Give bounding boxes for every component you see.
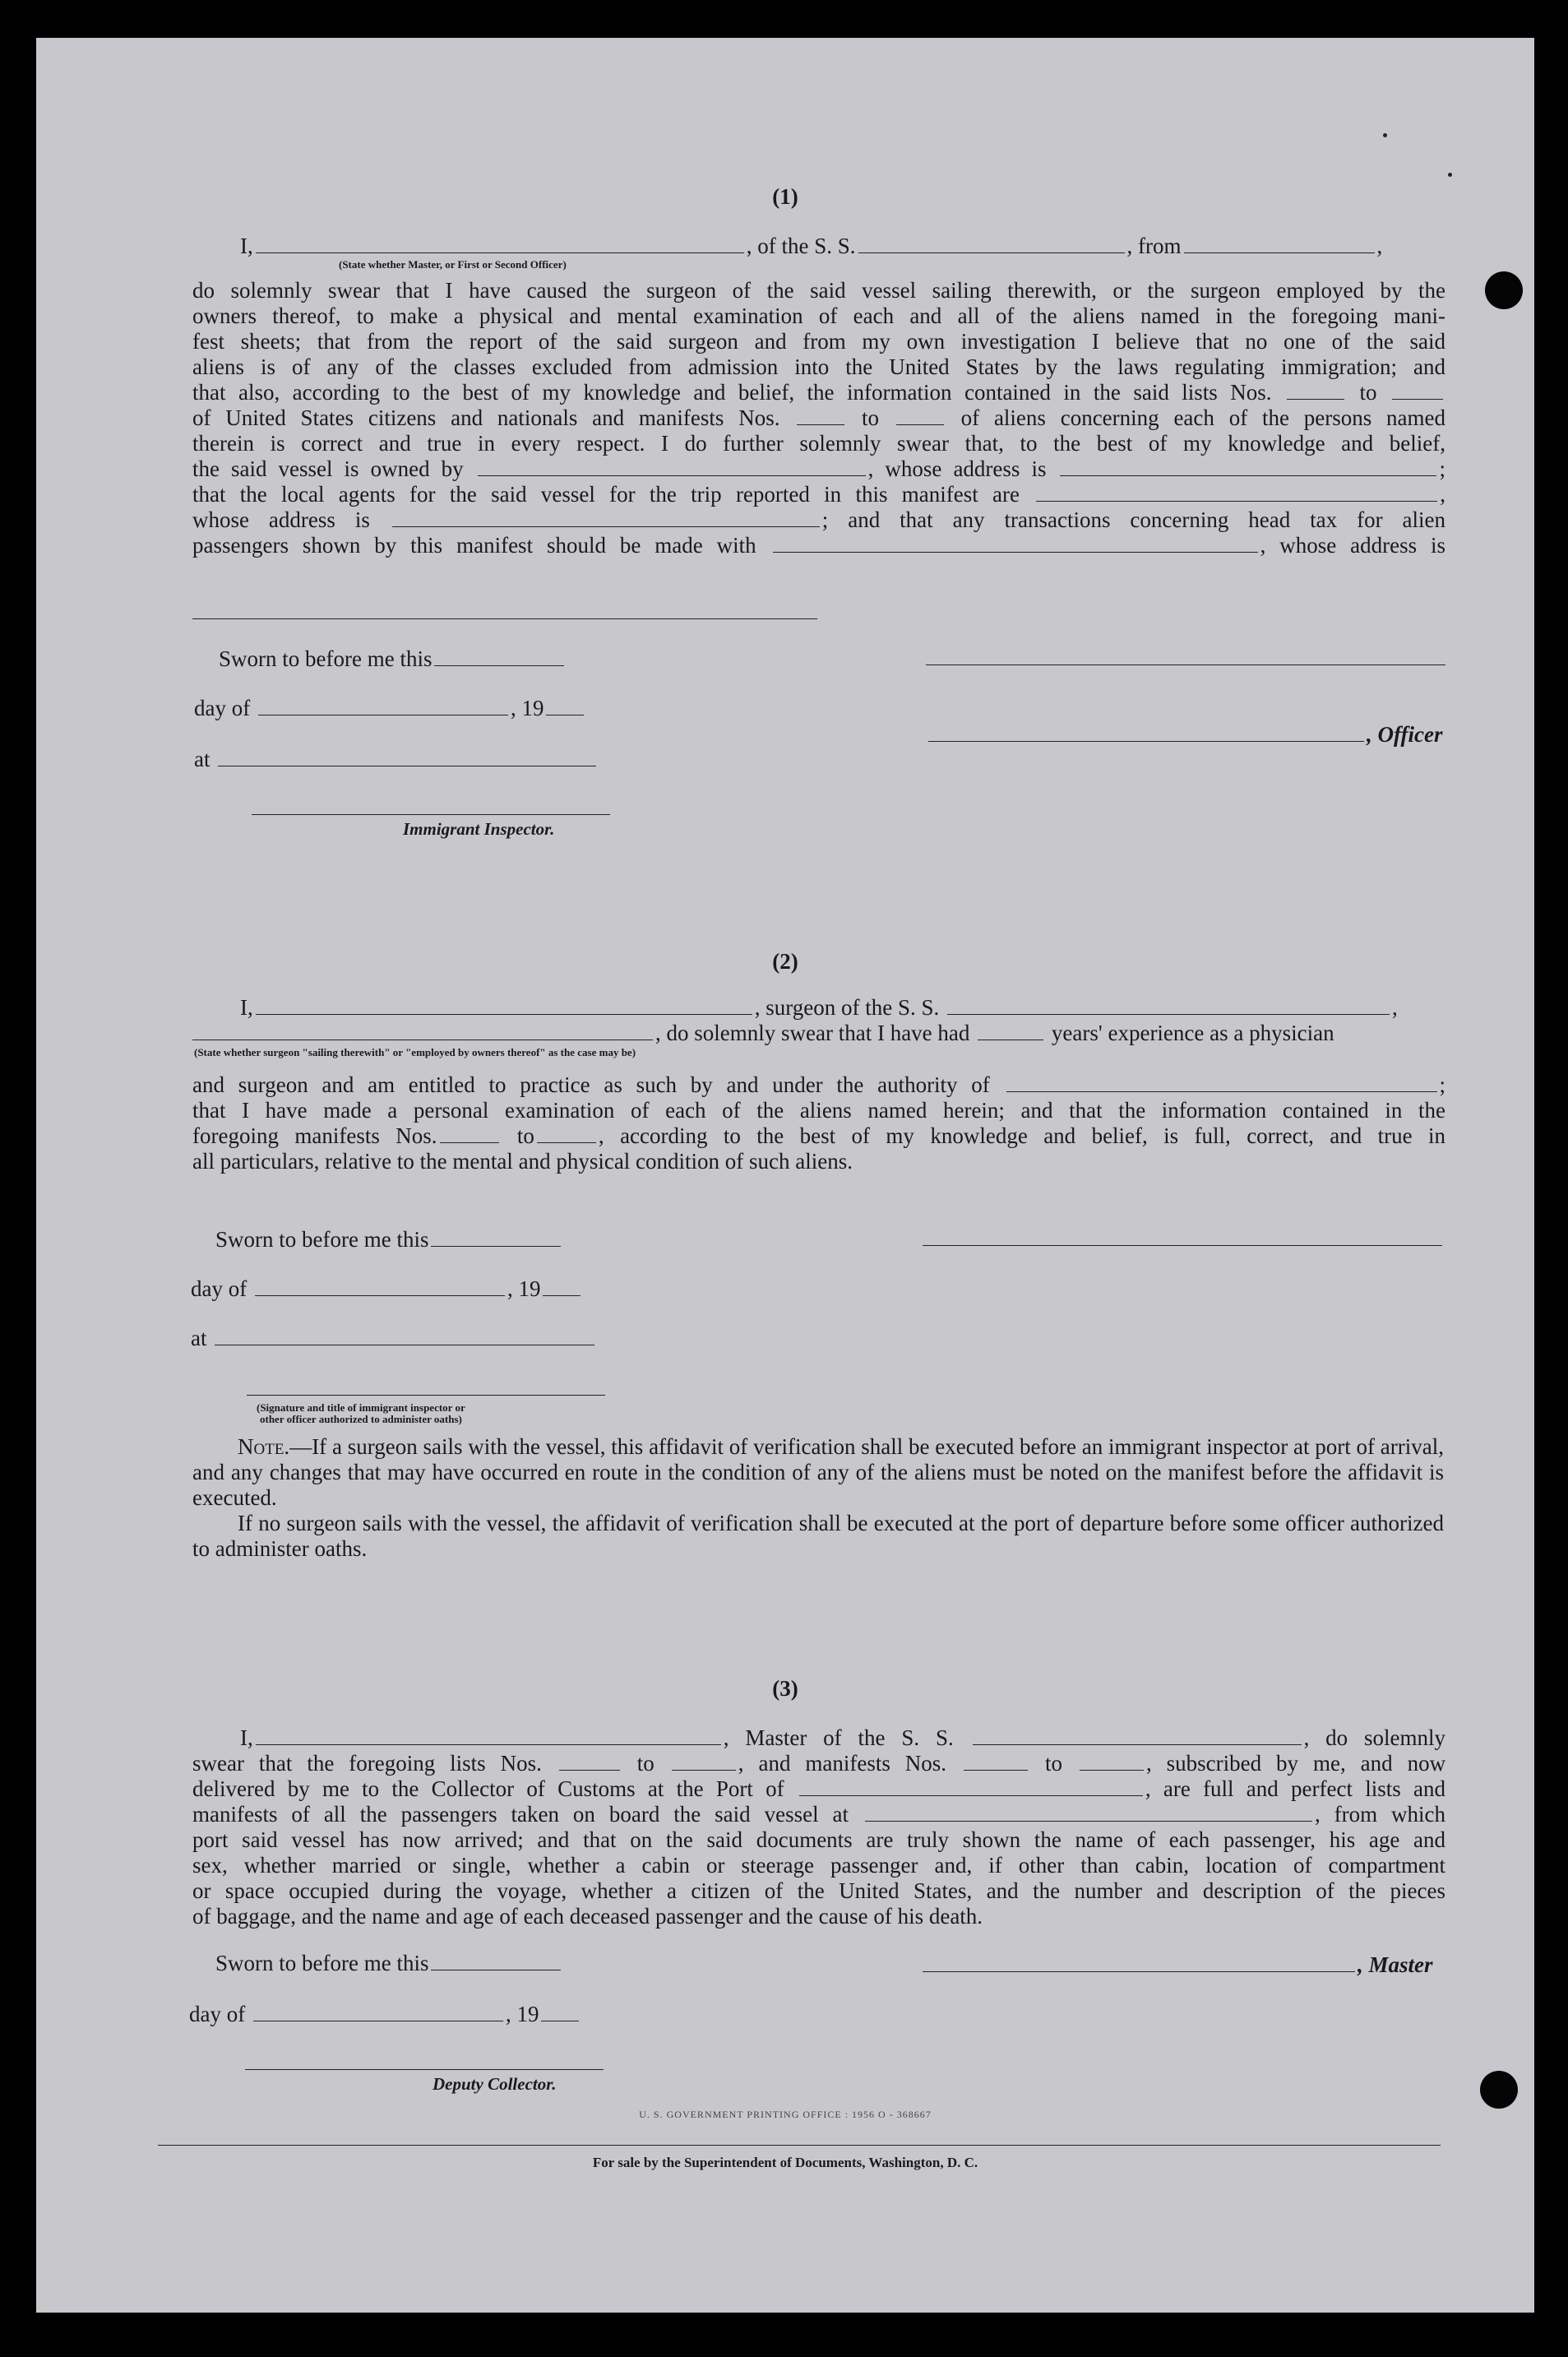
- deputy-caption: Deputy Collector.: [432, 2074, 557, 2094]
- blank-lists-to: [672, 1767, 736, 1771]
- text: , do solemnly: [1303, 1725, 1445, 1750]
- body-line: [192, 1725, 1445, 1751]
- punch-hole-top: [1485, 271, 1523, 309]
- text: to: [862, 405, 880, 430]
- blank-manifests-to: [896, 421, 944, 425]
- body-line: [192, 405, 1445, 431]
- blank-local-agents: [1036, 498, 1437, 502]
- text: , do solemnly swear that I have had: [655, 1021, 970, 1045]
- text: whose address is: [192, 507, 370, 532]
- footer-rule: [158, 2145, 1441, 2146]
- text: , 19: [510, 696, 544, 720]
- section-1-body: [192, 278, 1445, 558]
- body-line: [192, 995, 1445, 1021]
- officer-signature-line: [247, 1395, 605, 1396]
- text: , are full and perfect lists and: [1145, 1776, 1445, 1801]
- blank-surgeon-status: [192, 1036, 653, 1040]
- blank-years: [978, 1036, 1043, 1040]
- body-line: [192, 380, 1445, 405]
- note-label: Note.: [238, 1434, 290, 1459]
- body-line: [192, 533, 1445, 558]
- text: the said vessel is owned by: [192, 456, 464, 481]
- blank-lists-to: [1392, 396, 1443, 400]
- blank-authority: [1006, 1088, 1437, 1092]
- text: foregoing manifests Nos.: [192, 1123, 437, 1148]
- blank-embark-port: [865, 1818, 1312, 1822]
- body-line: [192, 1072, 1445, 1098]
- blank-sworn-date: [431, 1966, 561, 1970]
- text: at: [194, 747, 210, 771]
- blank-vessel-name: [973, 1741, 1302, 1745]
- sale-notice: For sale by the Superintendent of Documents, Washington, D. C.: [592, 2155, 978, 2170]
- day-of-line: [191, 1276, 583, 1302]
- note-text: —If a surgeon sails with the vessel, this affidavit of verification shall be executed before an immigrant inspector at port of arrival, and any changes that may have occurred en route in the condition of any of the aliens must be noted on the manifest before the affidavit is executed.: [192, 1434, 1444, 1510]
- officer-label: , Officer: [1367, 722, 1443, 747]
- text: that also, according to the best of my knowledge and belief, the information contained in the said lists Nos.: [192, 380, 1272, 405]
- blank-head-tax-address: [192, 618, 817, 619]
- text: manifests of all the passengers taken on board the said vessel at: [192, 1802, 849, 1827]
- day-of-line: [194, 696, 586, 721]
- sworn-line: [219, 646, 567, 672]
- body-line: aliens is of any of the classes excluded from admission into the United States by the laws regulating immigration; and: [192, 354, 1445, 379]
- text: to: [1044, 1751, 1062, 1776]
- text: day of: [194, 696, 251, 720]
- blank-manifests-from: [440, 1139, 499, 1143]
- blank-year: [546, 711, 584, 715]
- body-line: fest sheets; that from the report of the said surgeon and from my own investigation I believe that no one of the said: [192, 329, 1445, 354]
- text: I,: [240, 1725, 253, 1750]
- blank-sworn-date: [431, 1243, 561, 1247]
- text: Sworn to before me this: [215, 1227, 429, 1252]
- text: , from which: [1314, 1802, 1445, 1827]
- blank-month: [253, 2017, 503, 2021]
- text: , subscribed by me, and now: [1145, 1751, 1445, 1776]
- blank-sworn-date: [434, 662, 564, 666]
- blank-officer-rank: [256, 249, 744, 253]
- text: Sworn to before me this: [215, 1951, 429, 1975]
- blank-manifests-to: [537, 1139, 596, 1143]
- section-2-body: [192, 995, 1445, 1046]
- at-line: [194, 747, 599, 772]
- section-3-body: [192, 1725, 1445, 1929]
- blank-port: [799, 1792, 1143, 1796]
- form-page: [36, 38, 1534, 2313]
- section-2-number: (2): [772, 949, 798, 974]
- blank-manifests-from: [797, 421, 844, 425]
- body-line: [192, 482, 1445, 507]
- text: , 19: [505, 2002, 539, 2026]
- inspector-caption: Immigrant Inspector.: [403, 819, 555, 839]
- blank-year: [543, 1292, 580, 1296]
- blank-month: [255, 1292, 505, 1296]
- text: that the local agents for the said vessel for the trip reported in this manifest are: [192, 482, 1020, 507]
- body-line: all particulars, relative to the mental and physical condition of such aliens.: [192, 1149, 853, 1174]
- text: swear that the foregoing lists Nos.: [192, 1751, 542, 1776]
- text: ,: [1376, 234, 1383, 258]
- note-block: [192, 1434, 1444, 1562]
- section-1-line-1: [240, 234, 1382, 259]
- text: , whose address is: [867, 456, 1047, 481]
- text: day of: [191, 1276, 247, 1301]
- body-line: [192, 1021, 1445, 1046]
- text: day of: [189, 2002, 246, 2026]
- master-line: [923, 1952, 1433, 1978]
- text: passengers shown by this manifest should be made with: [192, 533, 756, 558]
- text: ,: [1440, 482, 1445, 507]
- master-label: , Master: [1358, 1952, 1433, 1977]
- text: , whose address is: [1260, 533, 1445, 558]
- text: , Master of the S. S.: [723, 1725, 954, 1750]
- body-line: do solemnly swear that I have caused the surgeon of the said vessel sailing therewith, or the surgeon employed by the: [192, 278, 1445, 303]
- blank-lists-from: [559, 1767, 620, 1771]
- blank-vessel-name: [947, 1011, 1390, 1015]
- blank-from-port: [1184, 249, 1375, 253]
- blank-lists-from: [1287, 396, 1344, 400]
- deputy-signature-line: [245, 2069, 604, 2070]
- text: delivered by me to the Collector of Customs at the Port of: [192, 1776, 784, 1801]
- officer-rank-caption: (State whether Master, or First or Second Officer): [339, 258, 567, 271]
- text: to: [516, 1123, 534, 1148]
- text: to: [636, 1751, 654, 1776]
- officer-signature-blank: [928, 738, 1364, 742]
- note-paragraph-2: If no surgeon sails with the vessel, the affidavit of verification shall be executed at the port of departure before some officer authorized to administer oaths.: [192, 1511, 1444, 1561]
- text: ;: [1439, 1072, 1445, 1097]
- text: of United States citizens and nationals and manifests Nos.: [192, 405, 780, 430]
- blank-month: [258, 711, 508, 715]
- text: I,: [240, 234, 253, 258]
- text: , from: [1126, 234, 1182, 258]
- section-3-number: (3): [772, 1676, 798, 1701]
- body-line: owners thereof, to make a physical and mental examination of each and all of the aliens named in the foregoing mani-: [192, 303, 1445, 328]
- blank-year: [541, 2017, 579, 2021]
- gpo-imprint: U. S. GOVERNMENT PRINTING OFFICE : 1956 O - 368667: [639, 2109, 932, 2120]
- body-line: port said vessel has now arrived; and that on the said documents are truly shown the name of each passenger, his age and: [192, 1827, 1445, 1852]
- body-line: [192, 1123, 1445, 1149]
- text: , and manifests Nos.: [738, 1751, 947, 1776]
- speck-mark: [1383, 133, 1387, 137]
- text: at: [191, 1326, 207, 1350]
- blank-owner: [478, 472, 866, 476]
- text: ; and that any transactions concerning head tax for alien: [821, 507, 1445, 532]
- text: to: [1359, 380, 1377, 405]
- signature-caption-2: other officer authorized to administer oaths): [260, 1413, 462, 1425]
- body-line: [192, 1802, 1445, 1827]
- blank-agents-address: [392, 523, 820, 527]
- day-of-line: [189, 2002, 581, 2027]
- text: of aliens concerning each of the persons named: [960, 405, 1445, 430]
- text: , surgeon of the S. S.: [754, 995, 940, 1020]
- blank-surgeon-name: [256, 1011, 752, 1015]
- at-line: [191, 1326, 597, 1351]
- sworn-line: [215, 1951, 563, 1976]
- blank-vessel-name: [858, 249, 1125, 253]
- text: and surgeon and am entitled to practice as such by and under the authority of: [192, 1072, 990, 1097]
- blank-manifests-from: [964, 1767, 1028, 1771]
- text: , of the S. S.: [746, 234, 856, 258]
- blank-place: [218, 762, 596, 766]
- body-line: [192, 1776, 1445, 1802]
- text: , 19: [506, 1276, 541, 1301]
- body-line: that I have made a personal examination of each of the aliens named herein; and that the information contained in the: [192, 1098, 1445, 1123]
- punch-hole-bottom: [1480, 2071, 1518, 2109]
- blank-master-name: [256, 1741, 721, 1745]
- speck-mark: [1448, 173, 1452, 177]
- body-line: sex, whether married or single, whether a cabin or steerage passenger and, if other than cabin, location of compartment: [192, 1853, 1445, 1878]
- body-line: [192, 456, 1445, 482]
- text: , according to the best of my knowledge and belief, is full, correct, and true in: [598, 1123, 1445, 1148]
- surgeon-status-caption: (State whether surgeon "sailing therewith" or "employed by owners thereof" as the case may be): [194, 1046, 636, 1058]
- body-line: or space occupied during the voyage, whether a citizen of the United States, and the number and description of the pieces: [192, 1878, 1445, 1903]
- sworn-line: [215, 1227, 563, 1253]
- body-line: [192, 507, 1445, 533]
- blank-head-tax-party: [773, 549, 1258, 553]
- blank-owner-address: [1060, 472, 1436, 476]
- surgeon-signature-line: [923, 1245, 1442, 1246]
- text: I,: [240, 995, 253, 1020]
- text: Sworn to before me this: [219, 646, 432, 671]
- note-paragraph-1: [192, 1434, 1444, 1511]
- blank-manifests-to: [1080, 1767, 1144, 1771]
- body-line: of baggage, and the name and age of each deceased passenger and the cause of his death.: [192, 1904, 983, 1929]
- officer-line: [926, 722, 1442, 748]
- body-line: therein is correct and true in every respect. I do further solemnly swear that, to the best of my knowledge and belief,: [192, 431, 1445, 456]
- inspector-signature-line: [252, 814, 610, 815]
- text: years' experience as a physician: [1051, 1021, 1334, 1045]
- section-1-number: (1): [772, 184, 798, 209]
- master-signature-blank: [923, 1968, 1355, 1972]
- signature-caption-1: (Signature and title of immigrant inspector or: [257, 1401, 465, 1414]
- blank-place: [215, 1341, 594, 1345]
- text: ,: [1392, 995, 1398, 1020]
- signature-line: [926, 664, 1445, 665]
- text: ;: [1439, 456, 1445, 481]
- section-2-body-cont: [192, 1072, 1445, 1174]
- body-line: [192, 1751, 1445, 1776]
